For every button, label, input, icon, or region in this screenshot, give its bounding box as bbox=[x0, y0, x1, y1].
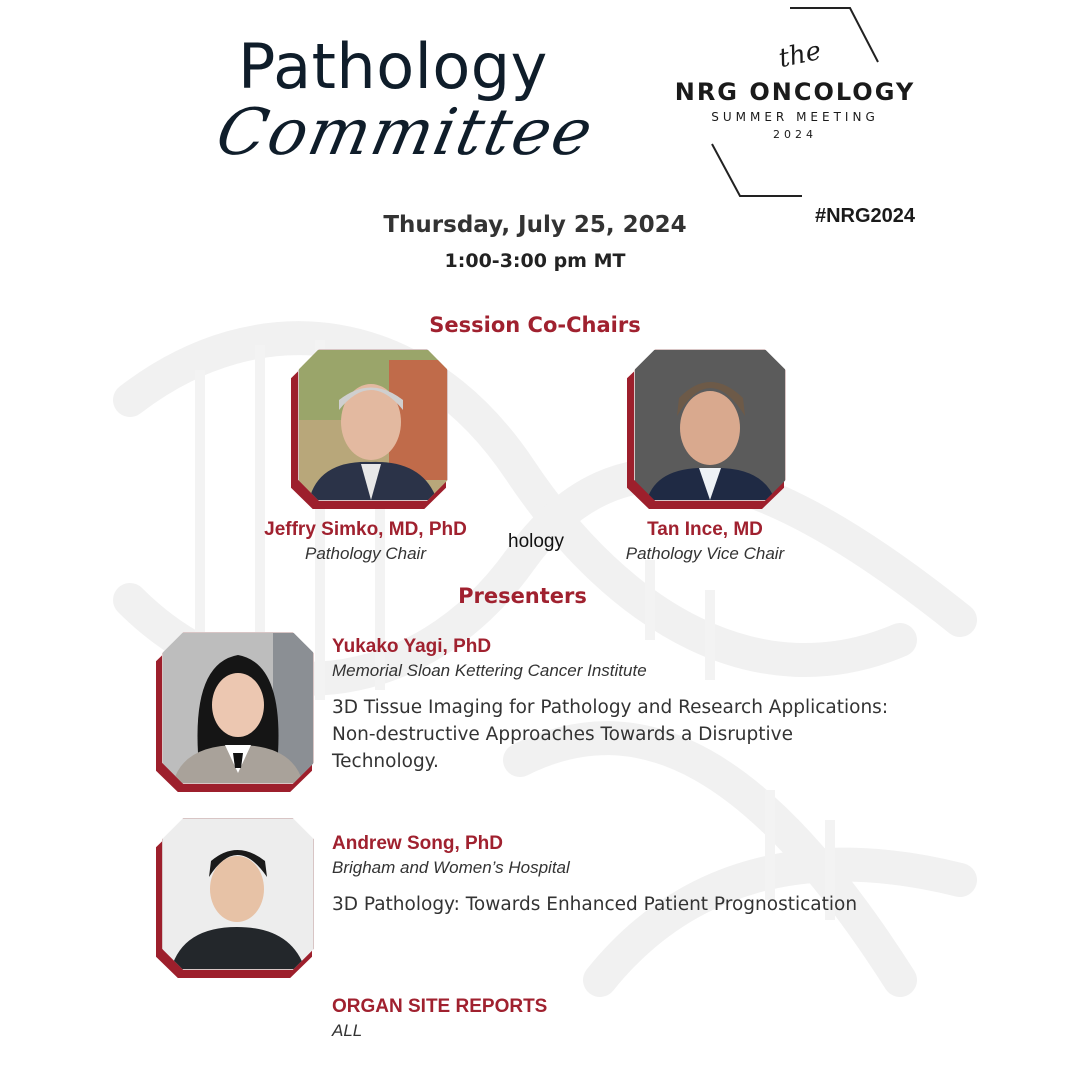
stray-text: hology bbox=[508, 531, 564, 552]
vice-chair-name: Tan Ince, MD bbox=[647, 519, 763, 540]
presenter-talk-title bbox=[332, 694, 932, 775]
committee-script-title: Committee bbox=[210, 96, 601, 170]
chair-role: Pathology Chair bbox=[305, 544, 426, 563]
portrait-man-icon bbox=[299, 350, 447, 500]
presenters-heading: Presenters bbox=[458, 584, 587, 608]
presenter-institution: Memorial Sloan Kettering Cancer Institute bbox=[332, 661, 647, 680]
co-chairs-heading: Session Co-Chairs bbox=[429, 313, 641, 337]
vice-chair-role: Pathology Vice Chair bbox=[625, 544, 785, 563]
organ-site-heading: ORGAN SITE REPORTS bbox=[332, 996, 548, 1017]
logo-the-script: the bbox=[776, 35, 824, 75]
event-hashtag: #NRG2024 bbox=[814, 205, 916, 227]
presenter-photo-yagi bbox=[156, 632, 312, 792]
committee-title: Pathology bbox=[238, 30, 548, 103]
presenter-institution: Brigham and Women’s Hospital bbox=[332, 858, 570, 877]
event-date: Thursday, July 25, 2024 bbox=[383, 212, 687, 238]
presenter-name: Andrew Song, PhD bbox=[332, 833, 503, 854]
talk-line: Non-destructive Approaches Towards a Disruptive bbox=[332, 724, 794, 745]
chair-photo-simko bbox=[291, 349, 446, 509]
talk-line: Technology. bbox=[332, 751, 439, 772]
chair-photo-ince bbox=[627, 349, 784, 509]
presenter-talk-title bbox=[332, 891, 932, 918]
organ-site-value: ALL bbox=[332, 1021, 363, 1040]
logo-event-name: SUMMER MEETING bbox=[711, 110, 879, 124]
presenter-name: Yukako Yagi, PhD bbox=[332, 636, 492, 657]
talk-line: 3D Tissue Imaging for Pathology and Research Applications: bbox=[332, 697, 889, 718]
talk-line: 3D Pathology: Towards Enhanced Patient Prognostication bbox=[332, 894, 858, 915]
event-time: 1:00-3:00 pm MT bbox=[444, 250, 626, 272]
logo-year: 2024 bbox=[773, 128, 817, 141]
portrait-man-icon bbox=[635, 350, 785, 500]
portrait-man-icon bbox=[163, 819, 313, 969]
portrait-woman-icon bbox=[163, 633, 313, 783]
logo-org-name: NRG ONCOLOGY bbox=[674, 78, 916, 106]
presenter-photo-song bbox=[156, 818, 312, 978]
chair-name: Jeffry Simko, MD, PhD bbox=[264, 519, 467, 540]
